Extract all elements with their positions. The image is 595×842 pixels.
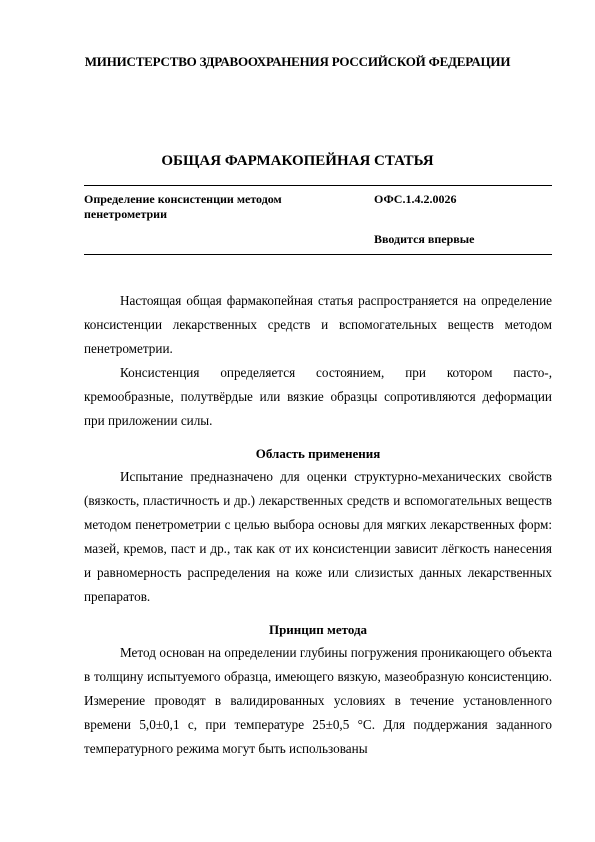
- article-status: Вводится впервые: [374, 232, 475, 246]
- document-title: ОБЩАЯ ФАРМАКОПЕЙНАЯ СТАТЬЯ: [161, 153, 434, 169]
- top-divider: [84, 185, 552, 186]
- article-subject: Определение консистенции методом пенетрометрии: [84, 192, 282, 221]
- bottom-divider: [84, 254, 552, 255]
- article-body: [84, 289, 552, 761]
- article-code: ОФС.1.4.2.0026: [374, 192, 457, 206]
- intro-paragraph-2: Консистенция определяется состоянием, при котором пасто-, кремообразные, полутвёрдые или вязкие образцы сопротивляются деформации при приложении силы.: [84, 365, 552, 428]
- section-heading-principle: Принцип метода: [268, 622, 368, 637]
- intro-paragraph-1: Настоящая общая фармакопейная статья распространяется на определение консистенции лекарственных средств и вспомогательных веществ методом пенетрометрии.: [84, 293, 552, 356]
- section-heading-scope: Область применения: [255, 446, 381, 461]
- ministry-header: МИНИСТЕРСТВО ЗДРАВООХРАНЕНИЯ РОССИЙСКОЙ ФЕДЕРАЦИИ: [84, 54, 511, 69]
- scope-paragraph: Испытание предназначено для оценки структурно-механических свойств (вязкость, пластичность и др.) лекарственных средств и вспомогательных веществ методом пенетрометрии с целью выбора основы для мягких лекарственных форм: мазей, кремов, паст и др., так как от их консистенции зависит лёгкость нанесения и равномерность распределения на коже или слизистых данных лекарственных препаратов.: [84, 469, 552, 604]
- principle-paragraph: Метод основан на определении глубины погружения проникающего объекта в толщину испытуемого образца, имеющего вязкую, мазеобразную консистенцию. Измерение проводят в валидированных условиях в течение установленного времени 5,0±0,1 с, при температуре 25±0,5 °С. Для поддержания заданного температурного режима могут быть использованы: [84, 645, 552, 756]
